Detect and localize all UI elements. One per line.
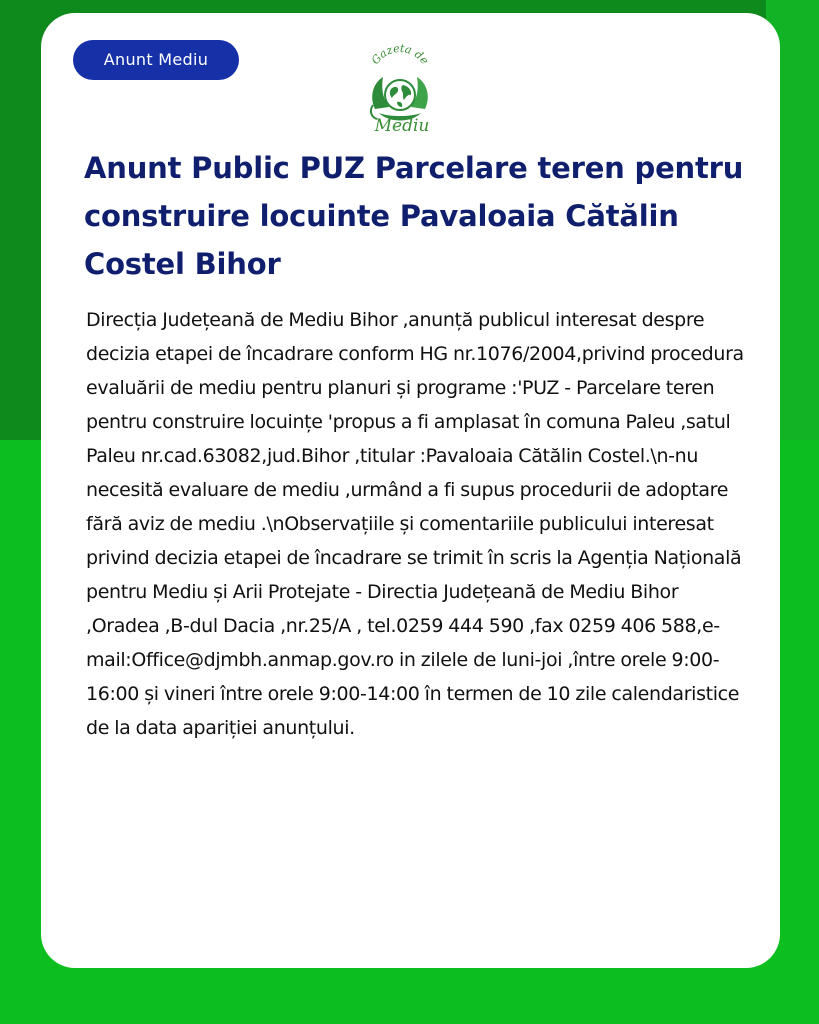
globe-leaf-icon <box>359 39 441 135</box>
announcement-title: Anunt Public PUZ Parcelare teren pentru construire locuinte Pavaloaia Cătălin Costel Bihor <box>84 151 744 281</box>
gazeta-de-mediu-logo <box>359 39 441 135</box>
logo-text-top: Gazeta de <box>368 41 432 67</box>
logo-text-bottom: Mediu <box>374 116 430 135</box>
announcement-body: Direcția Județeană de Mediu Bihor ,anunță publicul interesat despre decizia etapei de încadrare conform HG nr.1076/2004,privind procedura evaluării de mediu pentru planuri și programe :'PUZ - Parcelare teren pentru construire locuințe 'propus a fi amplasat în comuna Paleu ,satul Paleu nr.cad.63082,jud.Bihor ,titular :Pavaloaia Cătălin Costel.\n-nu necesită evaluare de mediu ,urmând a fi supus procedurii de adoptare fără aviz de mediu .\nObservațiile și comentariile publicului interesat privind decizia etapei de încadrare se trimit în scris la Agenția Națională pentru Mediu și Arii Protejate - Directia Județeană de Mediu Bihor ,Oradea ,B-dul Dacia ,nr.25/A , tel.0259 444 590 ,fax 0259 406 588,e-mail:Office@djmbh.anmap.gov.ro in zilele de luni-joi ,între orele 9:00-16:00 și vineri între orele 9:00-14:00 în termen de 10 zile calendaristice de la data apariției anunțului. <box>86 309 744 739</box>
svg-text:Gazeta de <box>369 42 432 68</box>
category-badge[interactable]: Anunt Mediu <box>73 40 239 80</box>
announcement-card <box>41 13 780 968</box>
